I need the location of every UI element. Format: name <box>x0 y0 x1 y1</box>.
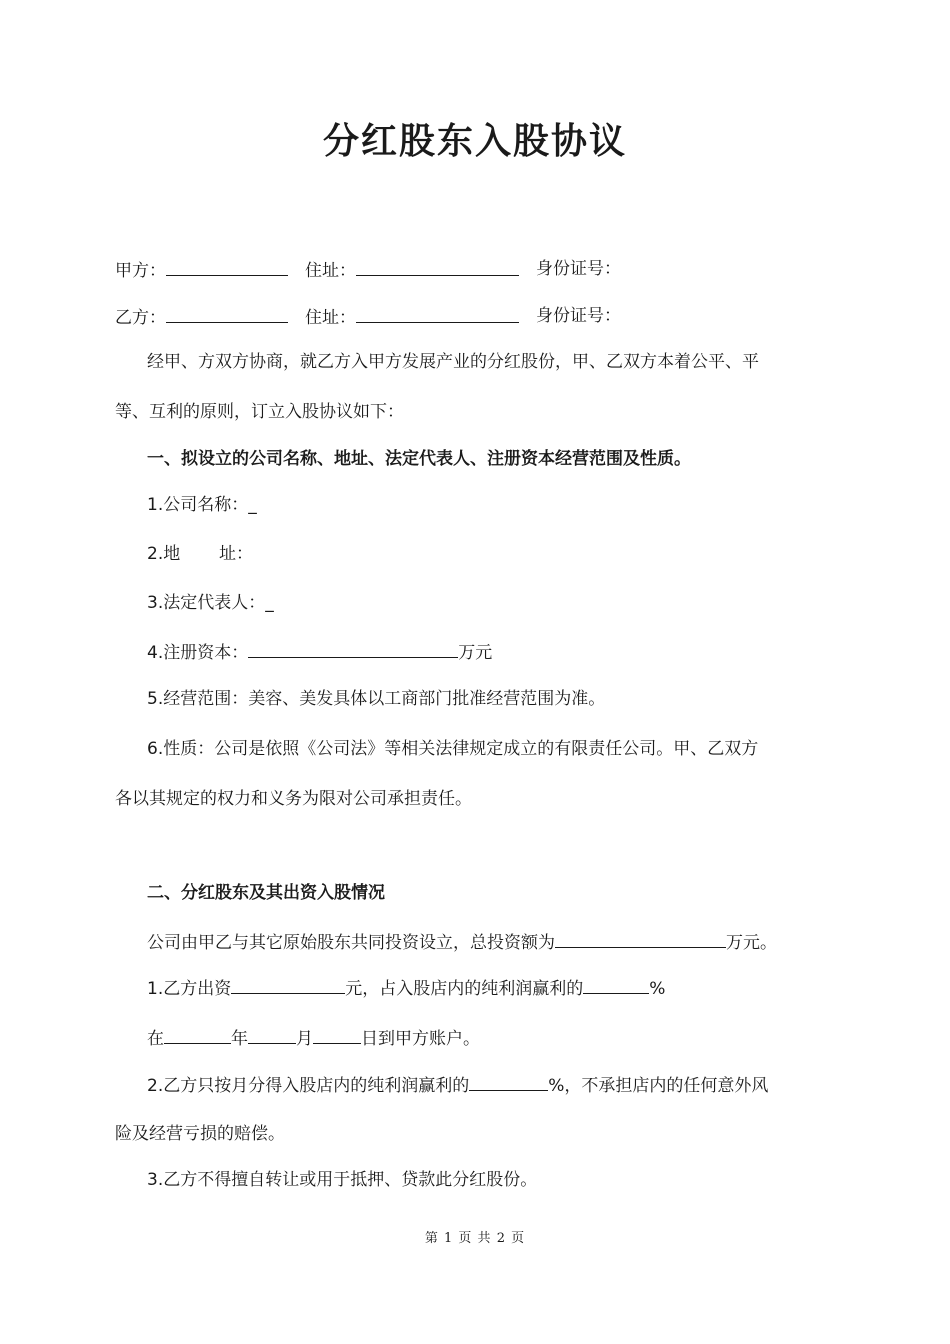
monthly-share-rest: %，不承担店内的任何意外风 <box>548 1076 769 1096</box>
registered-capital-blank <box>248 643 458 658</box>
page-footer: 第 1 页 共 2 页 <box>424 1231 526 1246</box>
section-1-heading: 一、拟设立的公司名称、地址、法定代表人、注册资本经营范围及性质。 <box>147 449 691 469</box>
date-prefix: 在 <box>147 1029 164 1049</box>
nature-item-line-1: 6.性质：公司是依照《公司法》等相关法律规定成立的有限责任公司。甲、乙双方 <box>147 739 759 759</box>
month-blank <box>248 1029 296 1044</box>
business-scope-item: 5.经营范围：美容、美发具体以工商部门批准经营范围为准。 <box>147 689 606 709</box>
intro-line-1: 经甲、方双方协商，就乙方入甲方发展产业的分红股份，甲、乙双方本着公平、平 <box>147 352 759 372</box>
monthly-share-text: 2.乙方只按月分得入股店内的纯利润赢利的 <box>147 1076 470 1096</box>
party-a-address-label: 住址： <box>305 261 356 281</box>
section-2-heading: 二、分红股东及其出资入股情况 <box>147 883 385 903</box>
total-investment-text: 公司由甲乙与其它原始股东共同投资设立，总投资额为 <box>147 933 555 953</box>
nature-item-line-2: 各以其规定的权力和义务为限对公司承担责任。 <box>115 789 472 809</box>
total-investment-unit: 万元。 <box>726 933 777 953</box>
party-a-line <box>115 261 288 280</box>
address-item-b: 址： <box>219 544 253 564</box>
payment-date-line <box>147 1029 480 1048</box>
party-b-name-blank <box>166 308 288 323</box>
legal-rep-item: 3.法定代表人：_ <box>147 593 274 613</box>
company-name-item: 1.公司名称：_ <box>147 495 257 515</box>
contribution-percent-blank <box>583 979 649 994</box>
intro-line-2: 等、互利的原则，订立入股协议如下： <box>115 402 404 422</box>
year-blank <box>164 1029 231 1044</box>
contribution-label: 1.乙方出资 <box>147 979 232 999</box>
registered-capital-label: 4.注册资本： <box>147 643 249 663</box>
party-b-address <box>305 308 519 327</box>
party-b-address-label: 住址： <box>305 308 356 328</box>
total-investment-line <box>147 933 777 952</box>
registered-capital-item <box>147 643 492 662</box>
day-label: 日到甲方账户。 <box>361 1029 480 1049</box>
month-label: 月 <box>296 1029 313 1049</box>
day-blank <box>313 1029 361 1044</box>
party-b-contribution-line <box>147 979 665 998</box>
address-item-a: 2.地 <box>147 544 181 564</box>
party-a-label: 甲方： <box>115 261 166 281</box>
monthly-share-blank <box>469 1076 548 1091</box>
contribution-percent-sign: % <box>649 979 666 999</box>
contribution-amount-blank <box>231 979 345 994</box>
party-b-label: 乙方： <box>115 308 166 328</box>
party-a-id-label: 身份证号： <box>536 259 621 279</box>
party-b-line <box>115 308 288 327</box>
monthly-share-line-1 <box>147 1076 768 1095</box>
contribution-share-text: 元，占入股店内的纯利润赢利的 <box>345 979 584 999</box>
document-title: 分红股东入股协议 <box>322 120 627 162</box>
party-a-address <box>305 261 519 280</box>
transfer-restriction-item: 3.乙方不得擅自转让或用于抵押、贷款此分红股份。 <box>147 1170 538 1190</box>
total-investment-blank <box>555 933 726 948</box>
party-a-name-blank <box>166 261 288 276</box>
year-label: 年 <box>231 1029 248 1049</box>
registered-capital-unit: 万元 <box>458 643 493 663</box>
party-b-id-label: 身份证号： <box>536 306 621 326</box>
party-b-address-blank <box>356 308 519 323</box>
monthly-share-line-2: 险及经营亏损的赔偿。 <box>115 1124 285 1144</box>
party-a-address-blank <box>356 261 519 276</box>
